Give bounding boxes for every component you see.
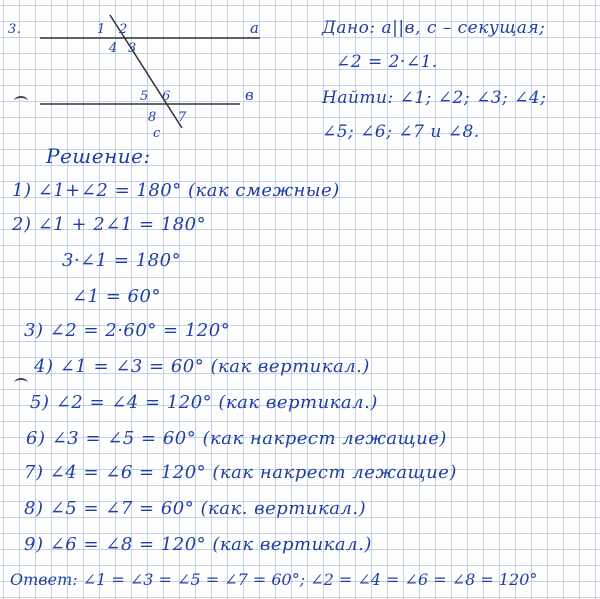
label-a: a	[250, 19, 259, 37]
step-4: 4) ∠1 = ∠3 = 60° (как вертикал.)	[34, 356, 370, 377]
step-3: 3) ∠2 = 2·60° = 120°	[24, 320, 231, 341]
angle-label-5: 5	[140, 89, 149, 104]
angle-label-8: 8	[148, 110, 157, 125]
label-b: в	[245, 86, 254, 104]
solution-title: Решение:	[46, 144, 151, 168]
step-2-line-2: 3·∠1 = 180°	[62, 250, 182, 271]
angle-label-3: 3	[128, 41, 137, 56]
step-8: 8) ∠5 = ∠7 = 60° (как. вертикал.)	[24, 498, 367, 519]
step-6: 6) ∠3 = ∠5 = 60° (как накрест лежащие)	[26, 428, 447, 449]
given-line-2: ∠2 = 2·∠1.	[336, 52, 438, 72]
step-7: 7) ∠4 = ∠6 = 120° (как накрест лежащие)	[24, 462, 457, 483]
answer: Ответ: ∠1 = ∠3 = ∠5 = ∠7 = 60°; ∠2 = ∠4 = ∠6 = ∠8 = 120°	[10, 570, 538, 589]
find-line-1: Найти: ∠1; ∠2; ∠3; ∠4;	[322, 88, 547, 108]
step-2: 2) ∠1 + 2∠1 = 180°	[12, 214, 207, 235]
given-line-1: Дано: а||в, с – секущая;	[322, 18, 546, 38]
page-hole-mark-bottom	[14, 378, 28, 388]
angle-label-2: 2	[119, 22, 128, 37]
angle-label-4: 4	[109, 41, 118, 56]
step-1: 1) ∠1+∠2 = 180° (как смежные)	[12, 180, 340, 201]
angle-label-7: 7	[178, 110, 187, 125]
step-9: 9) ∠6 = ∠8 = 120° (как вертикал.)	[24, 534, 372, 555]
angle-label-1: 1	[97, 22, 106, 37]
find-line-2: ∠5; ∠6; ∠7 и ∠8.	[322, 122, 480, 142]
geometry-diagram	[0, 0, 280, 140]
step-2-line-3: ∠1 = 60°	[72, 286, 161, 307]
label-c: c	[153, 126, 161, 140]
problem-number: 3.	[8, 22, 22, 37]
step-5: 5) ∠2 = ∠4 = 120° (как вертикал.)	[30, 392, 378, 413]
angle-label-6: 6	[162, 89, 171, 104]
